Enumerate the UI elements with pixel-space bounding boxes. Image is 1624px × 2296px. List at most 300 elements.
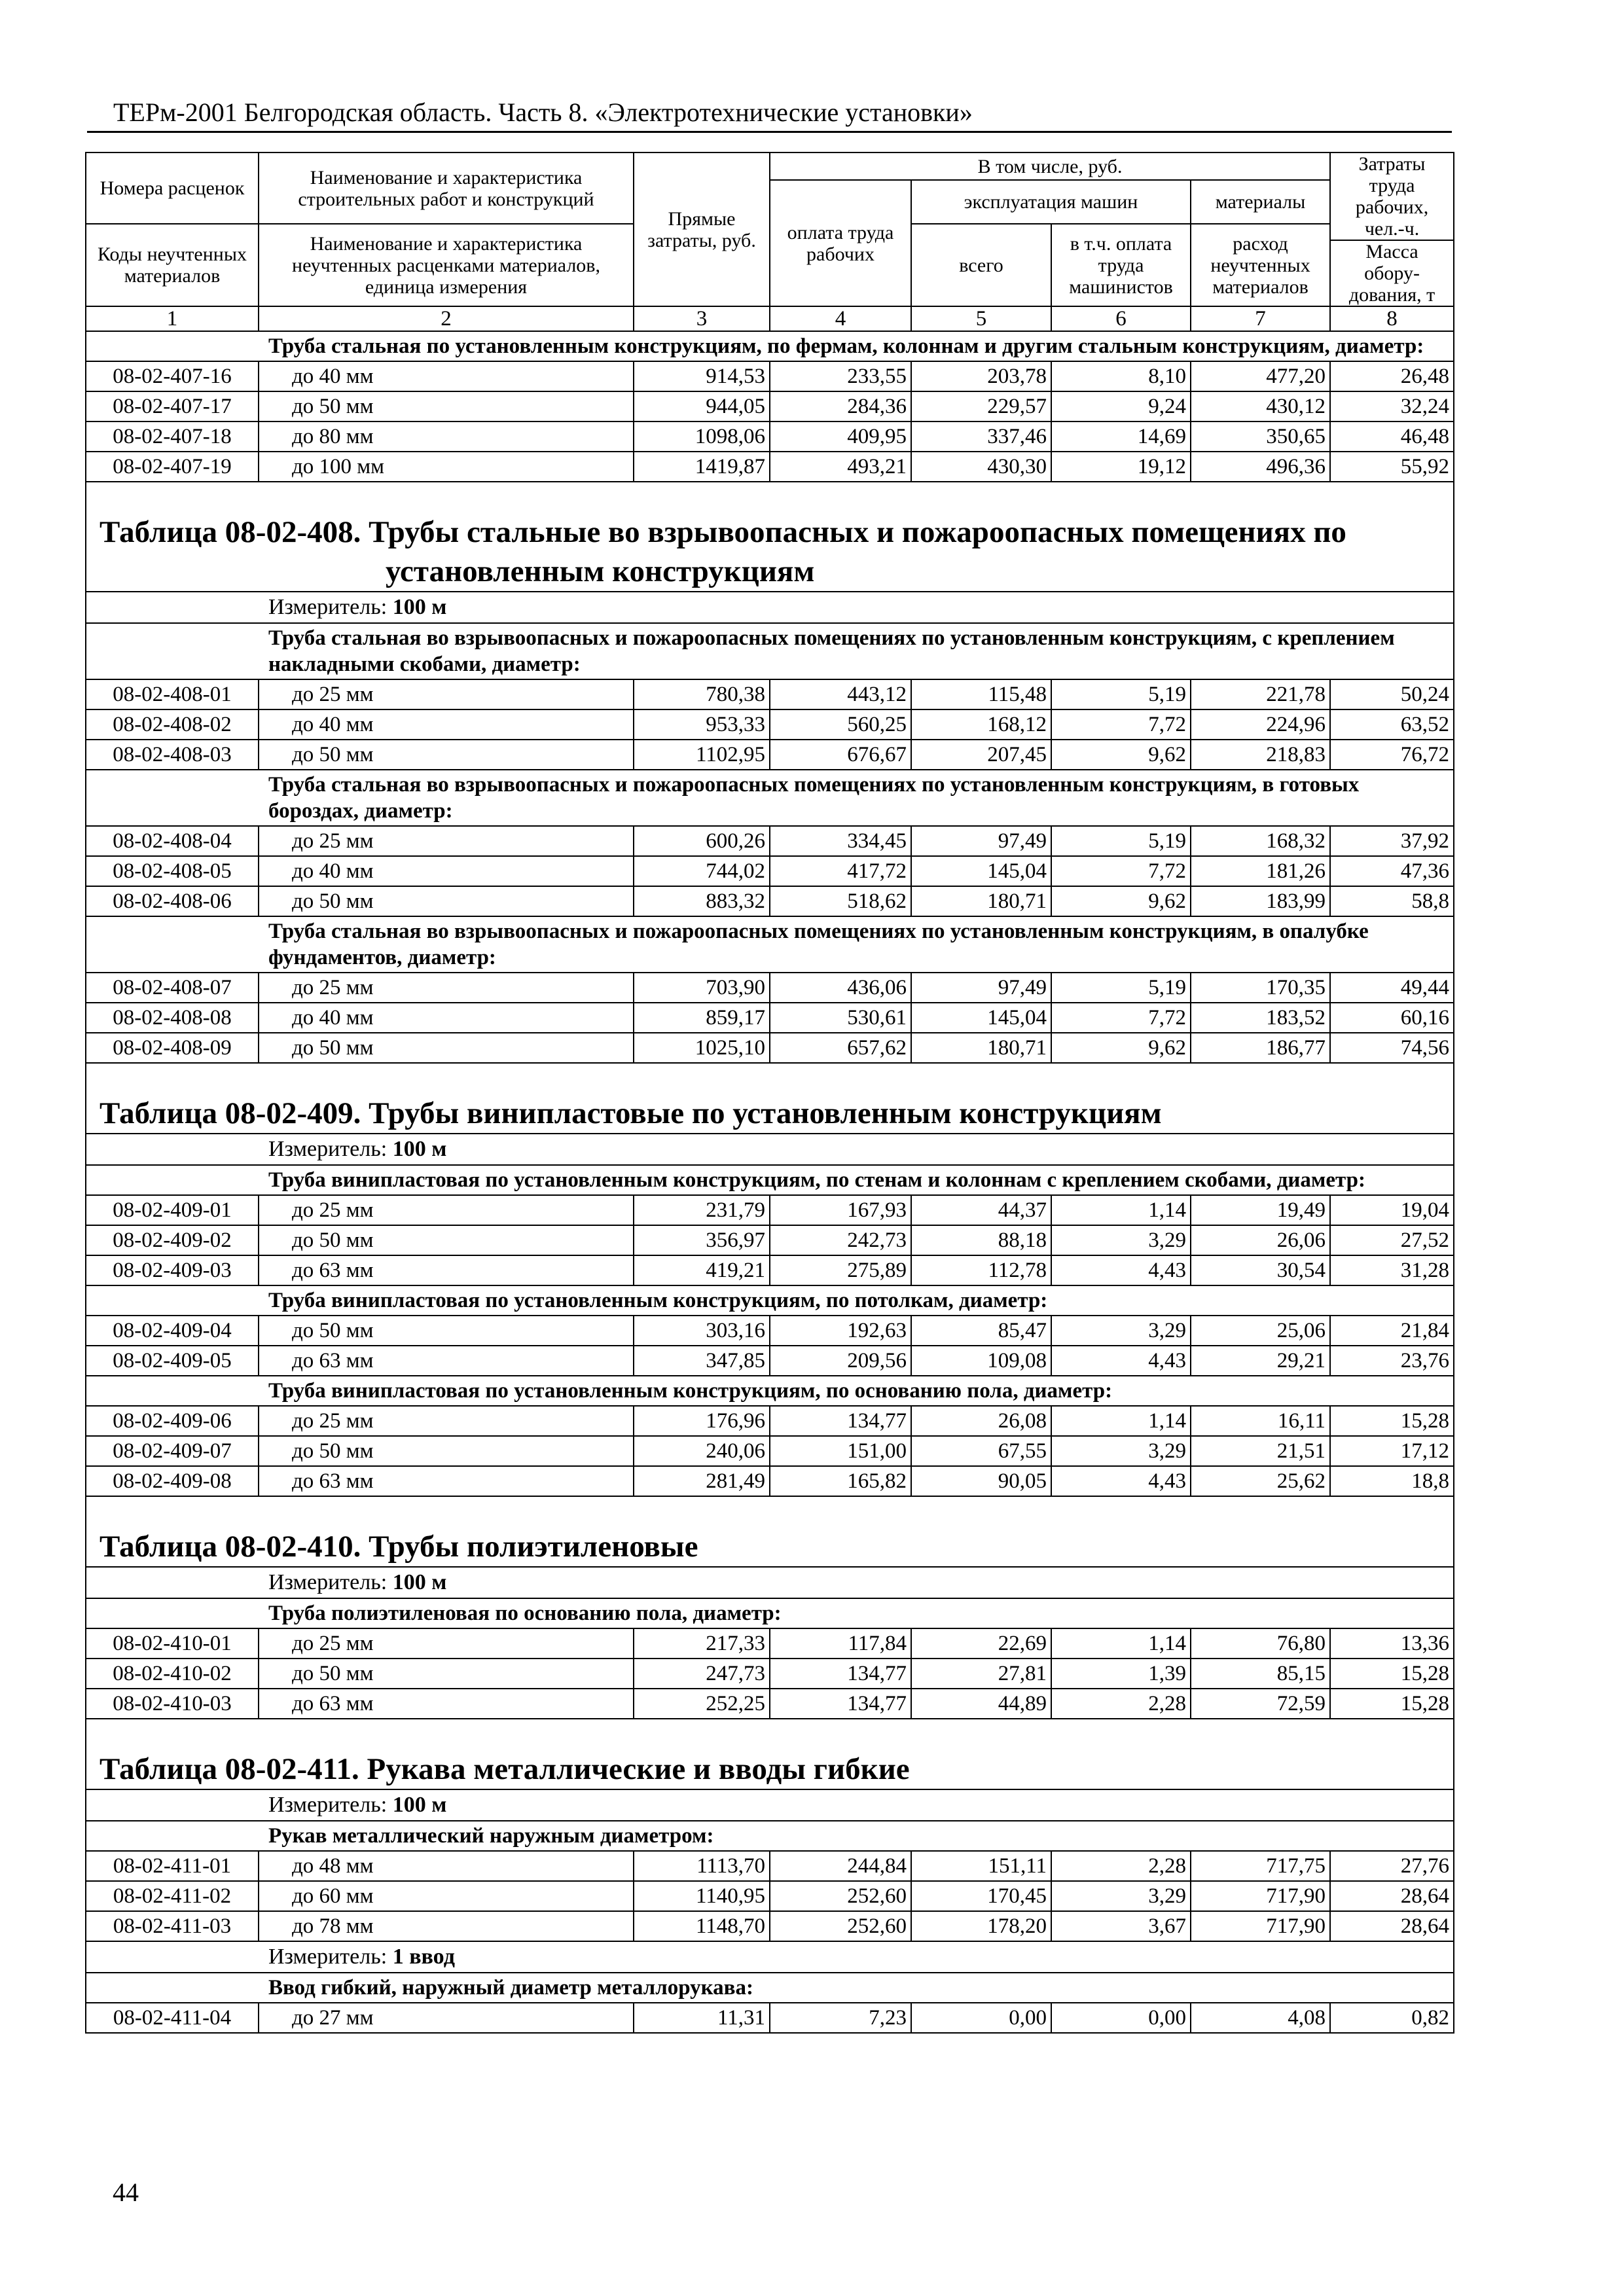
rate-code: 08-02-411-02 [86,1881,259,1911]
rate-name: до 80 мм [259,422,634,452]
direct-cost: 176,96 [634,1406,770,1436]
col-machines-total: всего [911,224,1051,306]
meter-unit: 100 м [392,595,447,619]
labor-hours: 27,76 [1330,1851,1454,1881]
material-cost: 29,21 [1191,1346,1330,1376]
page-number: 44 [113,2178,139,2207]
table-row [86,856,1454,886]
machinist-pay: 8,10 [1051,361,1191,391]
rate-name: до 50 мм [259,886,634,916]
direct-cost: 281,49 [634,1466,770,1496]
meter-label-text: Измеритель: [268,1793,388,1817]
material-cost: 76,80 [1191,1628,1330,1659]
meter-label [86,1789,1454,1821]
table-row [86,709,1454,740]
material-cost: 181,26 [1191,856,1330,886]
spacer-row [86,1063,1454,1090]
material-cost: 717,90 [1191,1881,1330,1911]
table-title-row [86,1523,1454,1567]
col-material-codes: Коды неучтенных материалов [86,224,259,306]
labor-hours: 15,28 [1330,1659,1454,1689]
material-cost: 221,78 [1191,679,1330,709]
direct-cost: 1025,10 [634,1033,770,1063]
group-label: Труба стальная во взрывоопасных и пожароопасных помещениях по установленным конструкциям, с креплением накладными скобами, диаметр: [86,623,1454,679]
labor-pay: 417,72 [770,856,911,886]
labor-pay: 436,06 [770,973,911,1003]
rates-table [85,152,1454,2034]
machinist-pay: 5,19 [1051,973,1191,1003]
material-cost: 168,32 [1191,826,1330,856]
labor-hours: 60,16 [1330,1003,1454,1033]
rate-code: 08-02-409-08 [86,1466,259,1496]
direct-cost: 600,26 [634,826,770,856]
column-number-row [86,306,1454,331]
rate-code: 08-02-410-03 [86,1689,259,1719]
rate-name: до 100 мм [259,452,634,482]
machine-cost: 145,04 [911,1003,1051,1033]
machine-cost: 178,20 [911,1911,1051,1941]
labor-pay: 443,12 [770,679,911,709]
spacer [86,1063,1454,1090]
table-title-row [86,1746,1454,1789]
labor-pay: 242,73 [770,1225,911,1255]
table-row [86,1628,1454,1659]
rate-name: до 63 мм [259,1689,634,1719]
group-row [86,916,1454,973]
machinist-pay: 4,43 [1051,1255,1191,1285]
meter-unit: 1 ввод [392,1945,455,1969]
table-row [86,1466,1454,1496]
machinist-pay: 9,62 [1051,886,1191,916]
rate-name: до 50 мм [259,1436,634,1466]
labor-hours: 28,64 [1330,1911,1454,1941]
machine-cost: 112,78 [911,1255,1051,1285]
machinist-pay: 7,72 [1051,709,1191,740]
table-row [86,391,1454,422]
meter-label [86,592,1454,623]
labor-pay: 134,77 [770,1689,911,1719]
group-label: Труба стальная по установленным конструкциям, по фермам, колоннам и другим стальным конструкциям, диаметр: [86,331,1454,361]
machinist-pay: 14,69 [1051,422,1191,452]
table-row [86,361,1454,391]
rate-code: 08-02-407-19 [86,452,259,482]
labor-pay: 530,61 [770,1003,911,1033]
rate-name: до 25 мм [259,679,634,709]
machinist-pay: 3,67 [1051,1911,1191,1941]
machine-cost: 180,71 [911,886,1051,916]
group-row [86,1821,1454,1851]
labor-hours: 0,82 [1330,2003,1454,2033]
rate-code: 08-02-408-06 [86,886,259,916]
group-label: Труба стальная во взрывоопасных и пожароопасных помещениях по установленным конструкциям, в опалубке фундаментов, диаметр: [86,916,1454,973]
direct-cost: 914,53 [634,361,770,391]
rate-name: до 78 мм [259,1911,634,1941]
material-cost: 218,83 [1191,740,1330,770]
machinist-pay: 1,14 [1051,1195,1191,1225]
machine-cost: 0,00 [911,2003,1051,2033]
labor-pay: 493,21 [770,452,911,482]
rate-code: 08-02-407-18 [86,422,259,452]
machine-cost: 97,49 [911,826,1051,856]
direct-cost: 252,25 [634,1689,770,1719]
group-row [86,1973,1454,2003]
rate-code: 08-02-408-05 [86,856,259,886]
labor-hours: 18,8 [1330,1466,1454,1496]
machine-cost: 88,18 [911,1225,1051,1255]
direct-cost: 303,16 [634,1316,770,1346]
rate-name: до 63 мм [259,1466,634,1496]
labor-hours: 13,36 [1330,1628,1454,1659]
table-row [86,1689,1454,1719]
labor-hours: 26,48 [1330,361,1454,391]
machine-cost: 115,48 [911,679,1051,709]
table-row [86,1255,1454,1285]
table-row [86,1436,1454,1466]
rate-code: 08-02-408-01 [86,679,259,709]
direct-cost: 11,31 [634,2003,770,2033]
material-cost: 430,12 [1191,391,1330,422]
rate-name: до 25 мм [259,1628,634,1659]
labor-hours: 23,76 [1330,1346,1454,1376]
spacer-row [86,482,1454,509]
machine-cost: 97,49 [911,973,1051,1003]
rate-name: до 50 мм [259,1316,634,1346]
rate-name: до 50 мм [259,1659,634,1689]
meter-label [86,1134,1454,1165]
machinist-pay: 19,12 [1051,452,1191,482]
spacer-row [86,1719,1454,1746]
table-row [86,1225,1454,1255]
meter-unit: 100 м [392,1793,447,1817]
col-work-name: Наименование и характеристика строительных работ и конструкций [259,152,634,224]
material-cost: 85,15 [1191,1659,1330,1689]
rate-code: 08-02-407-16 [86,361,259,391]
rate-code: 08-02-409-02 [86,1225,259,1255]
rate-name: до 63 мм [259,1346,634,1376]
direct-cost: 247,73 [634,1659,770,1689]
table-title [86,1523,1454,1567]
machinist-pay: 5,19 [1051,679,1191,709]
group-row [86,1598,1454,1628]
column-number: 3 [634,306,770,331]
machinist-pay: 5,19 [1051,826,1191,856]
rate-name: до 50 мм [259,740,634,770]
rate-code: 08-02-409-07 [86,1436,259,1466]
labor-pay: 134,77 [770,1406,911,1436]
meter-row [86,1134,1454,1165]
rate-code: 08-02-409-06 [86,1406,259,1436]
labor-hours: 46,48 [1330,422,1454,452]
table-title [86,1746,1454,1789]
group-row [86,331,1454,361]
labor-hours: 74,56 [1330,1033,1454,1063]
labor-pay: 117,84 [770,1628,911,1659]
labor-pay: 409,95 [770,422,911,452]
group-label: Рукав металлический наружным диаметром: [86,1821,1454,1851]
labor-hours: 15,28 [1330,1689,1454,1719]
material-cost: 477,20 [1191,361,1330,391]
labor-pay: 233,55 [770,361,911,391]
col-material-name: Наименование и характеристика неучтенных расценками материалов, единица измерения [259,224,634,306]
material-cost: 72,59 [1191,1689,1330,1719]
group-label: Труба винипластовая по установленным конструкциям, по стенам и колоннам с креплением скобами, диаметр: [86,1165,1454,1195]
group-label: Труба винипластовая по установленным конструкциям, по потолкам, диаметр: [86,1285,1454,1316]
table-row [86,452,1454,482]
rate-code: 08-02-409-01 [86,1195,259,1225]
table-row [86,422,1454,452]
material-cost: 25,06 [1191,1316,1330,1346]
labor-pay: 167,93 [770,1195,911,1225]
column-number: 2 [259,306,634,331]
labor-hours: 49,44 [1330,973,1454,1003]
labor-pay: 192,63 [770,1316,911,1346]
labor-pay: 209,56 [770,1346,911,1376]
machine-cost: 337,46 [911,422,1051,452]
machine-cost: 22,69 [911,1628,1051,1659]
table-row [86,1195,1454,1225]
rate-code: 08-02-411-01 [86,1851,259,1881]
machine-cost: 180,71 [911,1033,1051,1063]
table-row [86,1659,1454,1689]
labor-pay: 7,23 [770,2003,911,2033]
machine-cost: 229,57 [911,391,1051,422]
rate-name: до 50 мм [259,1225,634,1255]
rates-table-body [86,152,1454,2033]
machine-cost: 27,81 [911,1659,1051,1689]
meter-label [86,1941,1454,1973]
direct-cost: 944,05 [634,391,770,422]
group-label: Труба винипластовая по установленным конструкциям, по основанию пола, диаметр: [86,1376,1454,1406]
col-machinist-pay: в т.ч. оплата труда машинистов [1051,224,1191,306]
meter-unit: 100 м [392,1570,447,1594]
machinist-pay: 7,72 [1051,856,1191,886]
machinist-pay: 0,00 [1051,2003,1191,2033]
machine-cost: 145,04 [911,856,1051,886]
table-row [86,1316,1454,1346]
material-cost: 16,11 [1191,1406,1330,1436]
meter-row [86,1941,1454,1973]
labor-hours: 21,84 [1330,1316,1454,1346]
direct-cost: 780,38 [634,679,770,709]
table-title-row [86,1090,1454,1134]
machinist-pay: 3,29 [1051,1881,1191,1911]
column-number: 4 [770,306,911,331]
rate-name: до 40 мм [259,856,634,886]
rate-code: 08-02-408-03 [86,740,259,770]
machinist-pay: 1,39 [1051,1659,1191,1689]
direct-cost: 1140,95 [634,1881,770,1911]
labor-hours: 17,12 [1330,1436,1454,1466]
col-materials: материалы [1191,180,1330,224]
group-row [86,623,1454,679]
table-title-text: Таблица 08-02-411. Рукава металлические и вводы гибкие [99,1752,910,1786]
header-rule [87,131,1452,133]
labor-pay: 165,82 [770,1466,911,1496]
col-incl: В том числе, руб. [770,152,1330,180]
labor-hours: 27,52 [1330,1225,1454,1255]
material-cost: 186,77 [1191,1033,1330,1063]
labor-pay: 275,89 [770,1255,911,1285]
labor-hours: 32,24 [1330,391,1454,422]
table-row [86,826,1454,856]
table-row [86,1346,1454,1376]
column-number: 7 [1191,306,1330,331]
rate-name: до 27 мм [259,2003,634,2033]
machinist-pay: 7,72 [1051,1003,1191,1033]
machine-cost: 151,11 [911,1851,1051,1881]
labor-pay: 244,84 [770,1851,911,1881]
rate-name: до 25 мм [259,826,634,856]
table-title [86,1090,1454,1134]
direct-cost: 744,02 [634,856,770,886]
machinist-pay: 4,43 [1051,1466,1191,1496]
table-title-row [86,509,1454,592]
material-cost: 30,54 [1191,1255,1330,1285]
col-labor: Затраты труда рабочих, чел.-ч. [1330,152,1454,240]
labor-hours: 28,64 [1330,1881,1454,1911]
material-cost: 25,62 [1191,1466,1330,1496]
table-title-continuation: установленным конструкциям [386,554,815,588]
table-row [86,1851,1454,1881]
rate-name: до 40 мм [259,1003,634,1033]
group-label: Ввод гибкий, наружный диаметр металлорукава: [86,1973,1454,2003]
material-cost: 183,99 [1191,886,1330,916]
table-title-text: Таблица 08-02-410. Трубы полиэтиленовые [99,1530,698,1564]
rate-code: 08-02-408-09 [86,1033,259,1063]
material-cost: 717,90 [1191,1911,1330,1941]
table-row [86,1033,1454,1063]
column-number: 1 [86,306,259,331]
direct-cost: 1102,95 [634,740,770,770]
rate-code: 08-02-407-17 [86,391,259,422]
col-machines: эксплуатация машин [911,180,1191,224]
machinist-pay: 1,14 [1051,1628,1191,1659]
labor-pay: 252,60 [770,1911,911,1941]
spacer-row [86,1496,1454,1523]
material-cost: 496,36 [1191,452,1330,482]
labor-pay: 334,45 [770,826,911,856]
labor-hours: 63,52 [1330,709,1454,740]
rate-code: 08-02-411-04 [86,2003,259,2033]
column-number: 6 [1051,306,1191,331]
rate-code: 08-02-408-04 [86,826,259,856]
group-label: Труба стальная во взрывоопасных и пожароопасных помещениях по установленным конструкциям, в готовых бороздах, диаметр: [86,770,1454,826]
col-labor-pay: оплата труда рабочих [770,180,911,306]
table-row [86,1911,1454,1941]
direct-cost: 217,33 [634,1628,770,1659]
machine-cost: 85,47 [911,1316,1051,1346]
group-row [86,1165,1454,1195]
machinist-pay: 9,24 [1051,391,1191,422]
rate-name: до 50 мм [259,1033,634,1063]
labor-hours: 76,72 [1330,740,1454,770]
table-row [86,1881,1454,1911]
rate-code: 08-02-408-07 [86,973,259,1003]
machine-cost: 203,78 [911,361,1051,391]
meter-label-text: Измеритель: [268,1137,388,1161]
machine-cost: 207,45 [911,740,1051,770]
machinist-pay: 3,29 [1051,1225,1191,1255]
rate-name: до 25 мм [259,1195,634,1225]
direct-cost: 859,17 [634,1003,770,1033]
spacer [86,482,1454,509]
group-label: Труба полиэтиленовая по основанию пола, диаметр: [86,1598,1454,1628]
meter-unit: 100 м [392,1137,447,1161]
rate-code: 08-02-409-04 [86,1316,259,1346]
direct-cost: 419,21 [634,1255,770,1285]
machine-cost: 109,08 [911,1346,1051,1376]
rate-name: до 60 мм [259,1881,634,1911]
material-cost: 26,06 [1191,1225,1330,1255]
labor-hours: 55,92 [1330,452,1454,482]
table-row [86,1003,1454,1033]
direct-cost: 356,97 [634,1225,770,1255]
table-row [86,679,1454,709]
direct-cost: 883,32 [634,886,770,916]
machine-cost: 44,37 [911,1195,1051,1225]
labor-pay: 518,62 [770,886,911,916]
machinist-pay: 1,14 [1051,1406,1191,1436]
labor-hours: 31,28 [1330,1255,1454,1285]
rate-name: до 40 мм [259,709,634,740]
material-cost: 4,08 [1191,2003,1330,2033]
machine-cost: 26,08 [911,1406,1051,1436]
rate-code: 08-02-410-02 [86,1659,259,1689]
col-rate-numbers: Номера расценок [86,152,259,224]
column-number: 5 [911,306,1051,331]
labor-hours: 37,92 [1330,826,1454,856]
header-row-1 [86,152,1454,180]
meter-label-text: Измеритель: [268,595,388,619]
machinist-pay: 3,29 [1051,1316,1191,1346]
table-title-text: Таблица 08-02-409. Трубы винипластовые по установленным конструкциям [99,1096,1162,1130]
labor-hours: 58,8 [1330,886,1454,916]
material-cost: 183,52 [1191,1003,1330,1033]
labor-pay: 284,36 [770,391,911,422]
rate-code: 08-02-411-03 [86,1911,259,1941]
meter-label-text: Измеритель: [268,1945,388,1969]
col-direct-costs: Прямые затраты, руб. [634,152,770,306]
labor-hours: 15,28 [1330,1406,1454,1436]
labor-pay: 134,77 [770,1659,911,1689]
rate-name: до 25 мм [259,973,634,1003]
rate-code: 08-02-409-05 [86,1346,259,1376]
rate-code: 08-02-410-01 [86,1628,259,1659]
machinist-pay: 9,62 [1051,740,1191,770]
machine-cost: 168,12 [911,709,1051,740]
table-row [86,973,1454,1003]
col-mass: Масса обору-дования, т [1330,240,1454,306]
direct-cost: 1113,70 [634,1851,770,1881]
spacer [86,1719,1454,1746]
machine-cost: 44,89 [911,1689,1051,1719]
material-cost: 224,96 [1191,709,1330,740]
group-row [86,1376,1454,1406]
machine-cost: 90,05 [911,1466,1051,1496]
page-header: ТЕРм-2001 Белгородская область. Часть 8. «Электротехнические установки» [113,98,973,127]
rate-name: до 25 мм [259,1406,634,1436]
machine-cost: 67,55 [911,1436,1051,1466]
material-cost: 350,65 [1191,422,1330,452]
group-row [86,1285,1454,1316]
rate-name: до 50 мм [259,391,634,422]
labor-pay: 657,62 [770,1033,911,1063]
machinist-pay: 2,28 [1051,1851,1191,1881]
direct-cost: 240,06 [634,1436,770,1466]
labor-pay: 560,25 [770,709,911,740]
rate-code: 08-02-408-08 [86,1003,259,1033]
table-title [86,509,1454,592]
